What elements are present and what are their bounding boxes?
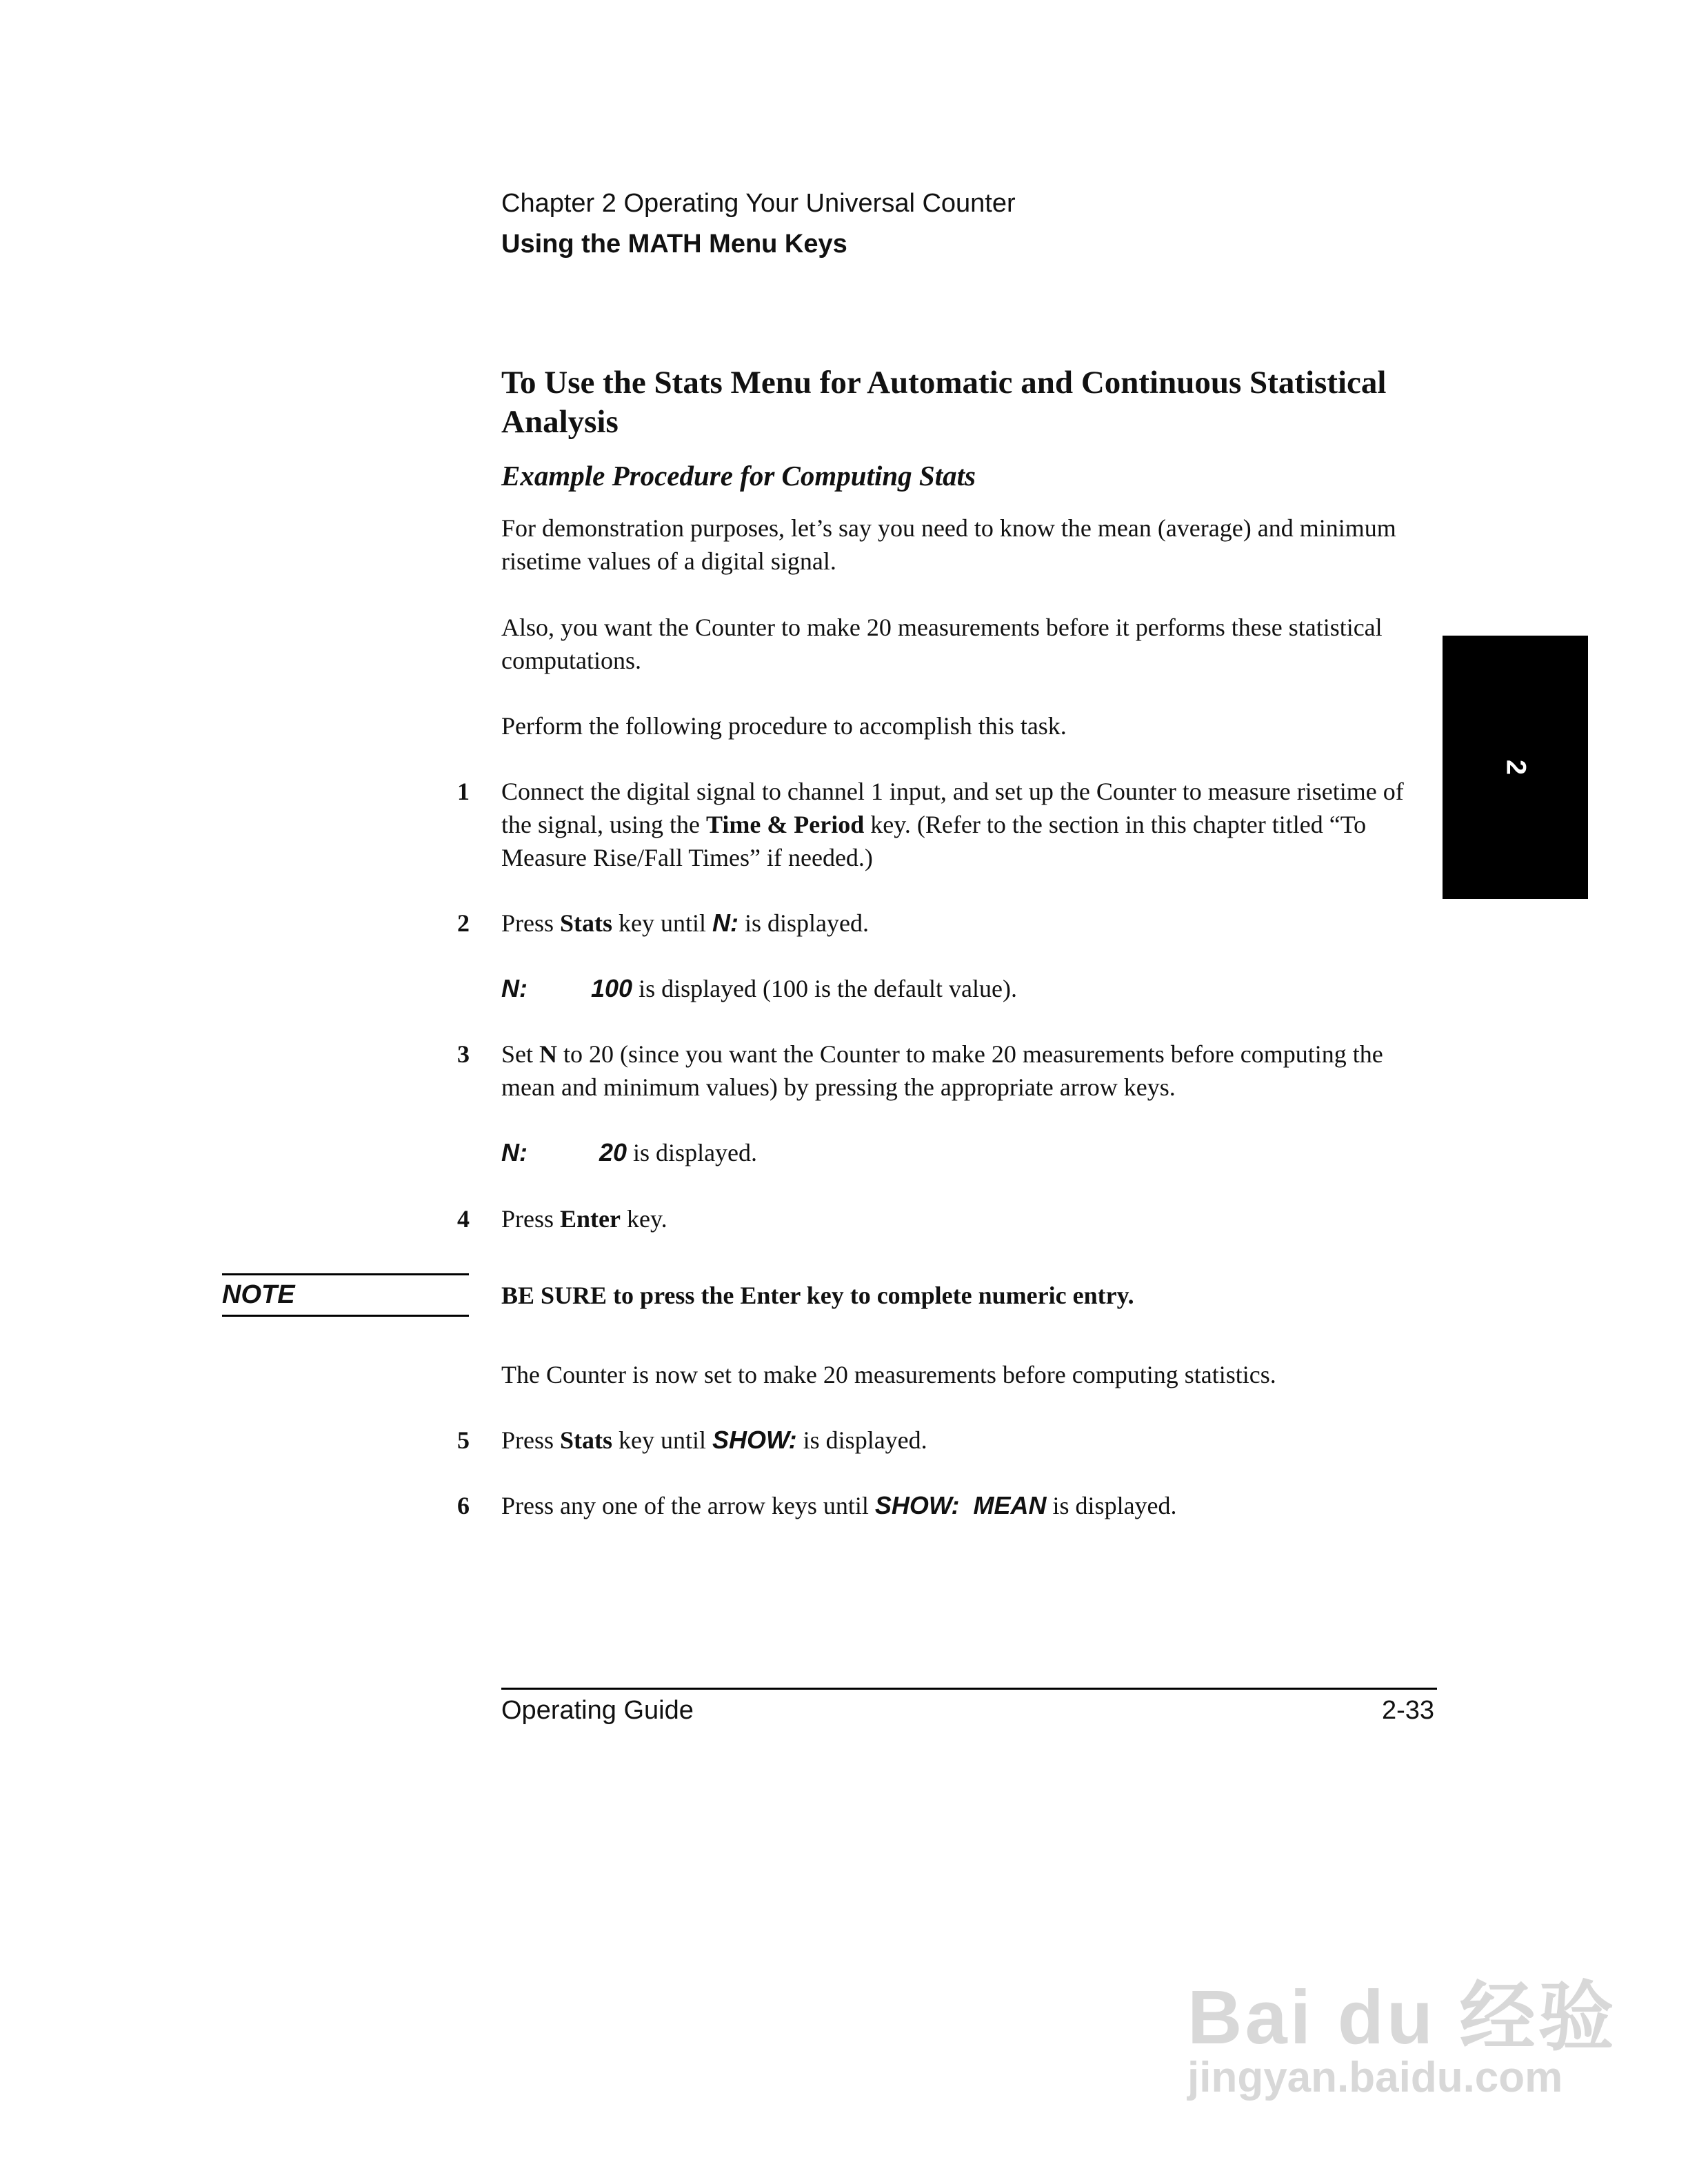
step-4-text: Press Enter key. xyxy=(501,1205,667,1233)
page-number: 2-33 xyxy=(1381,1696,1434,1725)
running-header-chapter: Chapter 2 Operating Your Universal Counter xyxy=(501,189,1016,218)
note-text: BE SURE to press the Enter key to complete numeric entry. xyxy=(501,1282,1134,1309)
running-header-section: Using the MATH Menu Keys xyxy=(501,230,847,259)
step-number: 5 xyxy=(457,1426,470,1454)
chapter-tab-label: 2 xyxy=(1500,759,1531,776)
note-bottom-rule xyxy=(222,1315,469,1317)
step-2-text: Press Stats key until N: is displayed. xyxy=(501,909,869,937)
step-number: 2 xyxy=(457,909,470,937)
display-line-20: N: 20 is displayed. xyxy=(501,1136,1439,1169)
note-label: NOTE xyxy=(222,1280,295,1309)
step-5-text: Press Stats key until SHOW: is displayed. xyxy=(501,1426,927,1454)
display-readout: SHOW: xyxy=(712,1426,797,1454)
key-stats: Stats xyxy=(560,909,613,937)
watermark-logo: Bai du 经验 xyxy=(1187,1975,1617,2060)
paragraph-counter-set: The Counter is now set to make 20 measurements before computing statistics. xyxy=(501,1361,1276,1388)
note-top-rule xyxy=(222,1273,469,1275)
paragraph-measurements: Also, you want the Counter to make 20 measurements before it performs these statistical computations. xyxy=(501,614,1383,674)
key-time-period: Time & Period xyxy=(705,811,865,838)
display-value: 20 xyxy=(599,1138,627,1166)
procedure-subtitle: Example Procedure for Computing Stats xyxy=(501,460,976,492)
display-label: N: xyxy=(501,974,528,1002)
key-n: N xyxy=(539,1040,558,1068)
footer-rule xyxy=(501,1688,1437,1690)
footer-title: Operating Guide xyxy=(501,1696,694,1725)
step-number: 6 xyxy=(457,1492,470,1519)
display-readout: N: xyxy=(712,909,739,937)
display-readout: SHOW: MEAN xyxy=(874,1491,1047,1519)
step-number: 3 xyxy=(457,1040,470,1068)
page-title: To Use the Stats Menu for Automatic and Continuous Statistical Analysis xyxy=(501,365,1387,440)
display-line-100: N: 100 is displayed (100 is the default value). xyxy=(501,972,1439,1005)
step-number: 1 xyxy=(457,778,470,805)
display-label: N: xyxy=(501,1138,528,1166)
chapter-tab xyxy=(1443,636,1588,899)
step-1-text: Connect the digital signal to channel 1 input, and set up the Counter to measure risetime of the signal, using the Time & Period key. (Refer to the section in this chapter titled “To Measure Rise/Fall Times” if needed.) xyxy=(501,778,1404,871)
paragraph-perform: Perform the following procedure to accomplish this task. xyxy=(501,712,1067,740)
paragraph-intro: For demonstration purposes, let’s say you need to know the mean (average) and minimum risetime values of a digital signal. xyxy=(501,514,1396,575)
key-stats: Stats xyxy=(560,1426,613,1454)
step-number: 4 xyxy=(457,1205,470,1233)
key-enter: Enter xyxy=(560,1205,621,1233)
step-3-text: Set N to 20 (since you want the Counter to make 20 measurements before computing the mean and minimum values) by pressing the appropriate arrow keys. xyxy=(501,1040,1383,1101)
step-6-text: Press any one of the arrow keys until SHOW: MEAN is displayed. xyxy=(501,1491,1177,1519)
display-value: 100 xyxy=(591,974,633,1002)
watermark-url: jingyan.baidu.com xyxy=(1187,2054,1563,2101)
